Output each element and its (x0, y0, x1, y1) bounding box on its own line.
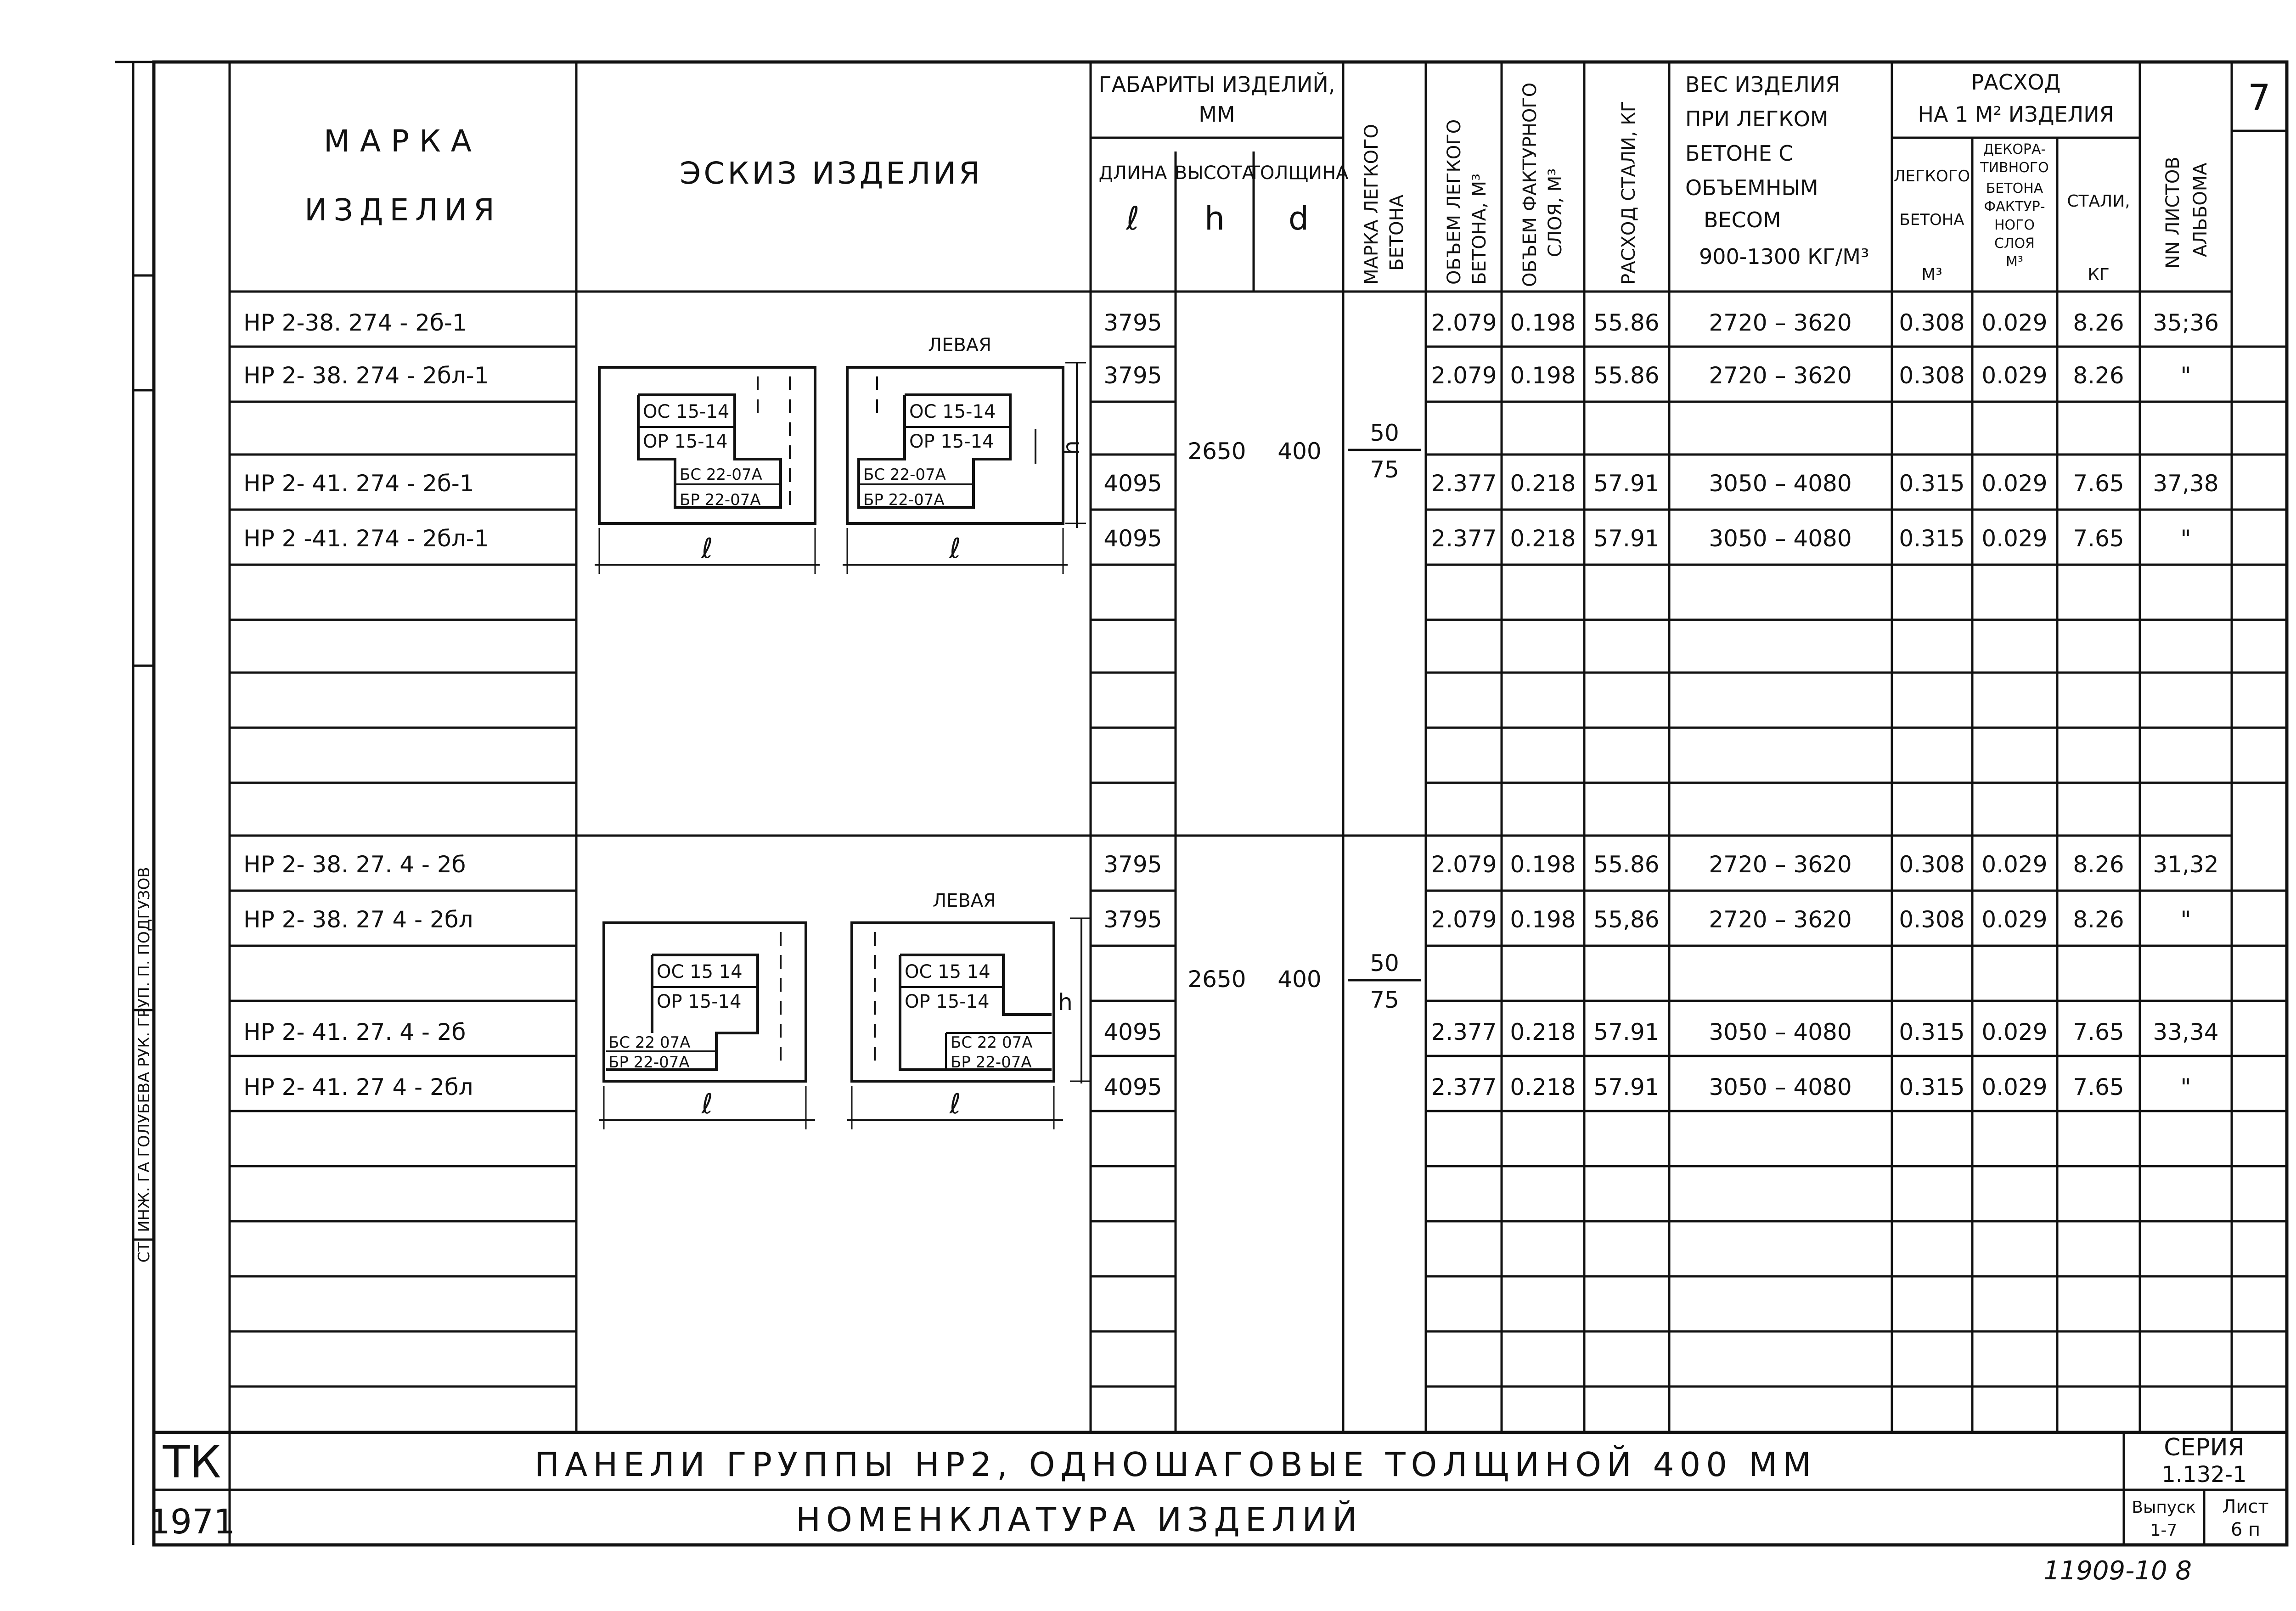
row-weight: 2720 – 3620 (1709, 906, 1852, 933)
row-cons-deco: 0.029 (1981, 1019, 2048, 1045)
header-height: ВЫСОТА (1175, 163, 1255, 184)
sketch-right-top1: ОС 15 14 (905, 961, 990, 982)
row-sheets: 31,32 (2153, 851, 2219, 878)
row-weight: 3050 – 4080 (1709, 1074, 1852, 1100)
group2-row-2 (243, 906, 2191, 933)
sketch-right-bot1: БС 22-07А (863, 466, 946, 484)
row-cons-deco: 0.029 (1981, 525, 2048, 552)
row-vol-light: 2.377 (1431, 1019, 1497, 1045)
group1-row-1 (243, 309, 2219, 336)
header-cons-light-3: М³ (1921, 265, 1942, 284)
group1-row-2 (243, 362, 2191, 389)
series-number: 1.132-1 (2161, 1462, 2247, 1488)
header-dimensions-2: ММ (1199, 102, 1235, 127)
row-weight: 2720 – 3620 (1709, 851, 1852, 878)
side-stamp: СТ. ИНЖ. ГА ГОЛУБЕВА РУК. ГРУП. П. ПОДГУЗОВ (135, 867, 153, 1263)
row-cons-deco: 0.029 (1981, 906, 2048, 933)
sketch-right-top2: ОР 15-14 (905, 991, 990, 1012)
row-vol-facing: 0.218 (1510, 1019, 1576, 1045)
row-weight: 2720 – 3620 (1709, 309, 1852, 336)
group1-thickness: 400 (1277, 438, 1322, 465)
group2-thickness: 400 (1277, 966, 1322, 993)
group1-height: 2650 (1187, 438, 1246, 465)
row-length: 4095 (1103, 470, 1162, 497)
row-weight: 3050 – 4080 (1709, 1019, 1852, 1045)
row-cons-light: 0.315 (1899, 525, 1965, 552)
row-steel: 55.86 (1593, 851, 1660, 878)
header-concrete-grade-1: МАРКА ЛЕГКОГО (1361, 124, 1382, 285)
group1-row-4 (243, 525, 2191, 552)
row-cons-light: 0.308 (1899, 309, 1965, 336)
sheet-label: Лист (2222, 1496, 2269, 1517)
row-steel: 55.86 (1593, 362, 1660, 389)
group2-row-4 (243, 1074, 2191, 1100)
header-weight-3: БЕТОНЕ С (1685, 141, 1794, 166)
sketch-right-bot2: БР 22-07А (951, 1053, 1032, 1072)
header-cons-light-2: БЕТОНА (1899, 211, 1964, 229)
row-cons-deco: 0.029 (1981, 1074, 2048, 1100)
sketch-dim-h: h (1058, 440, 1085, 455)
row-cons-deco: 0.029 (1981, 470, 2048, 497)
row-mark: НР 2- 38. 27. 4 - 2б (243, 851, 466, 878)
row-sheets: 33,34 (2153, 1019, 2219, 1045)
group2-row-3 (243, 1019, 2219, 1045)
row-length: 4095 (1103, 525, 1162, 552)
header-steel: РАСХОД СТАЛИ, КГ (1618, 101, 1639, 285)
row-mark: НР 2- 38. 27 4 - 2бл (243, 906, 473, 933)
issue-label: Выпуск (2132, 1498, 2196, 1517)
header-weight-6: 900-1300 КГ/М³ (1699, 244, 1869, 269)
row-length: 3795 (1103, 309, 1162, 336)
sketch-top2: ОР 15-14 (657, 991, 742, 1012)
row-vol-light: 2.377 (1431, 470, 1497, 497)
group2-grade-den: 75 (1370, 987, 1399, 1013)
title-sub: НОМЕНКЛАТУРА ИЗДЕЛИЙ (795, 1500, 1363, 1539)
header-length: ДЛИНА (1098, 163, 1167, 184)
row-mark: НР 2- 41. 27. 4 - 2б (243, 1019, 466, 1045)
group2-row-1 (243, 851, 2219, 878)
row-vol-facing: 0.198 (1510, 851, 1576, 878)
sketch-group1 (595, 335, 1086, 574)
row-cons-light: 0.308 (1899, 851, 1965, 878)
sketch-dim-l: ℓ (701, 1088, 713, 1120)
header-vol-facing-2: СЛОЯ, М³ (1545, 168, 1566, 257)
header-cons-deco-2: ТИВНОГО (1980, 160, 2049, 176)
row-vol-light: 2.079 (1431, 851, 1497, 878)
header-sheets-2: АЛЬБОМА (2190, 163, 2211, 257)
row-vol-light: 2.079 (1431, 362, 1497, 389)
header-cons-deco-7: М³ (2006, 254, 2023, 270)
header-mark-line1: МАРКА (324, 123, 482, 159)
group2-height: 2650 (1187, 966, 1246, 993)
group1-grade-num: 50 (1370, 420, 1399, 446)
row-sheets: " (2180, 525, 2191, 552)
row-steel: 55.86 (1593, 309, 1660, 336)
sketch-right-top2: ОР 15-14 (909, 431, 994, 452)
issue-number: 1-7 (2150, 1521, 2178, 1540)
page-number: 7 (2248, 78, 2271, 119)
footer-number: 11909-10 8 (2043, 1556, 2192, 1586)
header-vol-facing-1: ОБЪЕМ ФАКТУРНОГО (1519, 82, 1541, 287)
header-cons-deco-3: БЕТОНА (1986, 180, 2043, 196)
row-steel: 55,86 (1593, 906, 1660, 933)
row-weight: 2720 – 3620 (1709, 362, 1852, 389)
header-mark-line2: ИЗДЕЛИЯ (304, 192, 501, 228)
row-sheets: " (2180, 1074, 2191, 1100)
header-length-symbol: ℓ (1126, 200, 1140, 237)
sketch-bot1: БС 22-07А (680, 466, 762, 484)
row-length: 3795 (1103, 906, 1162, 933)
sketch-left-label: ЛЕВАЯ (933, 890, 996, 911)
row-cons-steel: 7.65 (2073, 525, 2124, 552)
row-cons-steel: 7.65 (2073, 470, 2124, 497)
row-mark: НР 2-38. 274 - 2б-1 (243, 309, 467, 336)
row-steel: 57.91 (1593, 525, 1660, 552)
header-thickness-symbol: d (1288, 200, 1309, 237)
title-block-year: 1971 (148, 1502, 236, 1542)
sketch-bot2: БР 22-07А (680, 491, 761, 509)
row-sheets: 35;36 (2152, 309, 2219, 336)
sketch-group2 (599, 890, 1091, 1129)
group2-grade-num: 50 (1370, 950, 1399, 977)
sketch-right-bot1: БС 22 07А (951, 1033, 1033, 1052)
sketch-top1: ОС 15 14 (657, 961, 743, 982)
group1-grade-den: 75 (1370, 456, 1399, 483)
row-length: 4095 (1103, 1074, 1162, 1100)
row-cons-light: 0.308 (1899, 362, 1965, 389)
header-dimensions-1: ГАБАРИТЫ ИЗДЕЛИЙ, (1098, 72, 1335, 97)
row-vol-facing: 0.198 (1510, 362, 1576, 389)
row-sheets: " (2180, 362, 2191, 389)
title-main: ПАНЕЛИ ГРУППЫ НР2, ОДНОШАГОВЫЕ ТОЛЩИНОЙ 400 ММ (534, 1445, 1817, 1484)
row-cons-steel: 8.26 (2073, 906, 2124, 933)
header-cons-steel-2: КГ (2088, 265, 2110, 284)
sheet-number: 6 п (2230, 1519, 2261, 1540)
sketch-top1: ОС 15-14 (643, 401, 730, 422)
sketch-right-top1: ОС 15-14 (909, 401, 996, 422)
row-mark: НР 2 -41. 274 - 2бл-1 (243, 525, 489, 552)
sketch-right-bot2: БР 22-07А (863, 491, 945, 509)
header-weight-2: ПРИ ЛЕГКОМ (1685, 107, 1829, 131)
header-cons-deco-4: ФАКТУР- (1984, 199, 2045, 215)
row-cons-light: 0.315 (1899, 470, 1965, 497)
row-cons-steel: 7.65 (2073, 1074, 2124, 1100)
row-vol-light: 2.079 (1431, 906, 1497, 933)
sketch-dim-l-right: ℓ (949, 533, 961, 565)
sketch-bot1: БС 22 07А (608, 1033, 691, 1052)
row-steel: 57.91 (1593, 470, 1660, 497)
row-vol-facing: 0.218 (1510, 525, 1576, 552)
header-concrete-grade-2: БЕТОНА (1386, 194, 1407, 271)
sketch-bot2: БР 22-07А (608, 1053, 690, 1072)
row-cons-deco: 0.029 (1981, 851, 2048, 878)
row-cons-deco: 0.029 (1981, 309, 2048, 336)
header-cons-deco-1: ДЕКОРА- (1983, 141, 2046, 157)
header-cons-light-1: ЛЕГКОГО (1893, 167, 1970, 185)
row-mark: НР 2- 41. 27 4 - 2бл (243, 1074, 473, 1100)
row-cons-steel: 8.26 (2073, 851, 2124, 878)
row-weight: 3050 – 4080 (1709, 470, 1852, 497)
header-cons-deco-6: СЛОЯ (1994, 236, 2035, 252)
row-steel: 57.91 (1593, 1074, 1660, 1100)
row-vol-facing: 0.218 (1510, 470, 1576, 497)
row-weight: 3050 – 4080 (1709, 525, 1852, 552)
row-vol-light: 2.079 (1431, 309, 1497, 336)
row-length: 3795 (1103, 362, 1162, 389)
header-cons-steel-1: СТАЛИ, (2067, 192, 2130, 211)
header-cons-deco-5: НОГО (1994, 217, 2035, 233)
table-grid (115, 62, 2287, 1545)
row-cons-steel: 8.26 (2073, 309, 2124, 336)
row-length: 3795 (1103, 851, 1162, 878)
row-cons-steel: 8.26 (2073, 362, 2124, 389)
row-mark: НР 2- 41. 274 - 2б-1 (243, 470, 474, 497)
row-steel: 57.91 (1593, 1019, 1660, 1045)
header-consumption-2: НА 1 М² ИЗДЕЛИЯ (1918, 102, 2114, 127)
series-label: СЕРИЯ (2164, 1434, 2245, 1461)
row-sheets: 37,38 (2153, 470, 2219, 497)
header-thickness: ТОЛЩИНА (1249, 163, 1349, 184)
header-weight-4: ОБЪЕМНЫМ (1685, 175, 1818, 200)
row-cons-light: 0.308 (1899, 906, 1965, 933)
header-vol-light-1: ОБЪЕМ ЛЕГКОГО (1444, 119, 1465, 285)
header-vol-light-2: БЕТОНА, М³ (1469, 173, 1490, 285)
header-weight-5: ВЕСОМ (1704, 208, 1781, 232)
row-vol-facing: 0.198 (1510, 309, 1576, 336)
row-cons-light: 0.315 (1899, 1019, 1965, 1045)
sketch-dim-l-right: ℓ (949, 1088, 961, 1120)
row-sheets: " (2180, 906, 2191, 933)
sketch-dim-h: h (1058, 989, 1073, 1016)
sketch-top2: ОР 15-14 (643, 431, 728, 452)
row-cons-light: 0.315 (1899, 1074, 1965, 1100)
row-mark: НР 2- 38. 274 - 2бл-1 (243, 362, 489, 389)
sketch-dim-l: ℓ (701, 533, 713, 565)
header-consumption-1: РАСХОД (1971, 70, 2061, 95)
title-block-tk: ТК (163, 1437, 221, 1488)
row-vol-light: 2.377 (1431, 1074, 1497, 1100)
header-height-symbol: h (1204, 200, 1225, 237)
row-cons-deco: 0.029 (1981, 362, 2048, 389)
header-sketch: ЭСКИЗ ИЗДЕЛИЯ (680, 156, 983, 191)
row-length: 4095 (1103, 1019, 1162, 1045)
group1-row-3 (243, 470, 2219, 497)
row-vol-light: 2.377 (1431, 525, 1497, 552)
row-vol-facing: 0.198 (1510, 906, 1576, 933)
row-cons-steel: 7.65 (2073, 1019, 2124, 1045)
row-vol-facing: 0.218 (1510, 1074, 1576, 1100)
header-weight-1: ВЕС ИЗДЕЛИЯ (1685, 72, 1840, 97)
header-sheets-1: NN ЛИСТОВ (2162, 157, 2183, 269)
sketch-left-label: ЛЕВАЯ (928, 335, 991, 356)
